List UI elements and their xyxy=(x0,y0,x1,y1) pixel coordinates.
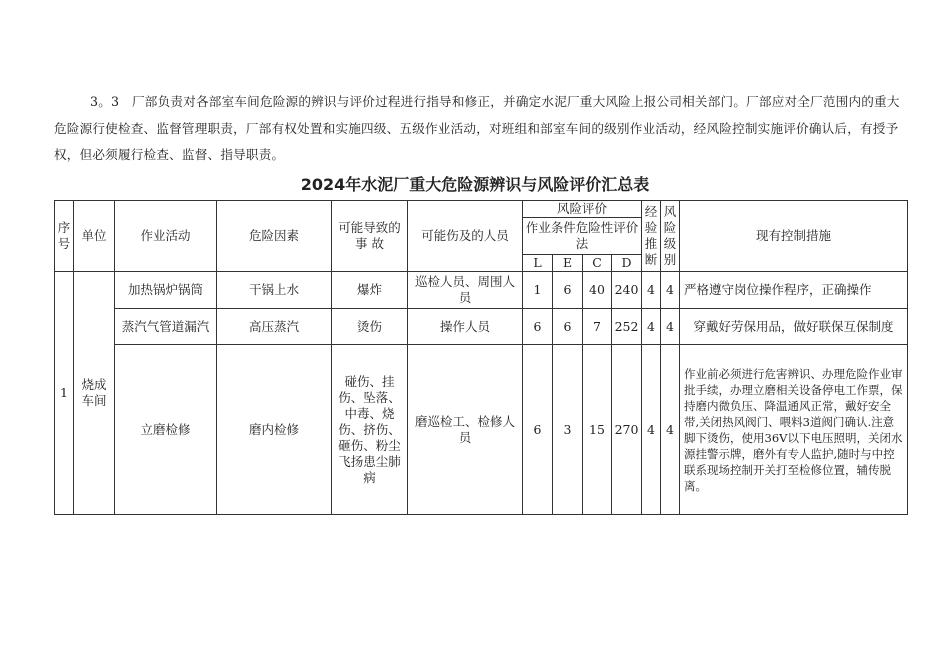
row-level: 4 xyxy=(661,345,680,515)
row-C: 7 xyxy=(583,309,612,345)
row-D: 252 xyxy=(612,309,642,345)
table-row xyxy=(55,309,908,345)
row-measures: 穿戴好劳保用品，做好联保互保制度 xyxy=(680,309,908,345)
row-C: 40 xyxy=(583,272,612,309)
row-L: 6 xyxy=(523,309,553,345)
row-activity: 蒸汽气管道漏汽 xyxy=(115,309,217,345)
row-D: 270 xyxy=(612,345,642,515)
table-row xyxy=(55,272,908,309)
row-persons: 操作人员 xyxy=(408,309,523,345)
header-E: E xyxy=(553,255,583,272)
row-hazard: 高压蒸汽 xyxy=(217,309,332,345)
row-hazard: 磨内检修 xyxy=(217,345,332,515)
row-D: 240 xyxy=(612,272,642,309)
header-L: L xyxy=(523,255,553,272)
row-experience: 4 xyxy=(642,345,661,515)
risk-summary-table xyxy=(54,200,908,515)
row-accident: 碰伤、挂伤、坠落、中毒、烧伤、挤伤、砸伤、粉尘飞扬患尘肺病 xyxy=(332,345,408,515)
row-E: 6 xyxy=(553,309,583,345)
row-L: 1 xyxy=(523,272,553,309)
row-hazard: 干锅上水 xyxy=(217,272,332,309)
row-E: 6 xyxy=(553,272,583,309)
row-persons: 巡检人员、周围人员 xyxy=(408,272,523,309)
header-hazard: 危险因素 xyxy=(217,201,332,272)
header-accident: 可能导致的事 故 xyxy=(332,201,408,272)
row-persons: 磨巡检工、检修人员 xyxy=(408,345,523,515)
table-title: 2024年水泥厂重大危险源辨识与风险评价汇总表 xyxy=(300,175,650,194)
row-level: 4 xyxy=(661,272,680,309)
header-level: 风险级别 xyxy=(661,201,680,272)
row-activity: 加热锅炉锅筒 xyxy=(115,272,217,309)
row-activity: 立磨检修 xyxy=(115,345,217,515)
header-activity: 作业活动 xyxy=(115,201,217,272)
row-experience: 4 xyxy=(642,272,661,309)
header-unit: 单位 xyxy=(74,201,115,272)
row-L: 6 xyxy=(523,345,553,515)
row-measures: 严格遵守岗位操作程序，正确操作 xyxy=(680,272,908,309)
group-unit: 烧成车间 xyxy=(74,272,115,515)
row-accident: 烫伤 xyxy=(332,309,408,345)
header-seq: 序号 xyxy=(55,201,74,272)
header-D: D xyxy=(612,255,642,272)
row-E: 3 xyxy=(553,345,583,515)
table-row xyxy=(55,345,908,515)
row-level: 4 xyxy=(661,309,680,345)
header-risk-eval: 风险评价 xyxy=(523,201,642,218)
section-paragraph: 3。3 厂部负责对各部室车间危险源的辨识与评价过程进行指导和修正，并确定水泥厂重大风险上报公司相关部门。厂部应对全厂范围内的重大危险源行使检查、监督管理职责，厂部有权处置和实施四级、五级作业活动，对班组和部室车间的级别作业活动，经风险控制实施评价确认后，有授予权，但必须履行检查、监督、指导职责。 xyxy=(54,94,900,162)
row-experience: 4 xyxy=(642,309,661,345)
header-persons: 可能伤及的人员 xyxy=(408,201,523,272)
row-measures: 作业前必须进行危害辨识、办理危险作业审批手续，办理立磨相关设备停电工作票，保持磨内微负压、降温通风正常，戴好安全带,关闭热风阀门、喂料3道阀门确认.注意脚下烫伤，使用36V以下电压照明，关闭水源挂警示牌，磨外有专人监护,随时与中控联系现场控制开关打至检修位置，辅传脱离。 xyxy=(680,345,908,515)
row-accident: 爆炸 xyxy=(332,272,408,309)
header-measures: 现有控制措施 xyxy=(680,201,908,272)
header-experience: 经验推断 xyxy=(642,201,661,272)
group-seq: 1 xyxy=(55,272,74,515)
header-C: C xyxy=(583,255,612,272)
row-C: 15 xyxy=(583,345,612,515)
header-lec-method: 作业条件危险性评价法 xyxy=(523,218,642,255)
